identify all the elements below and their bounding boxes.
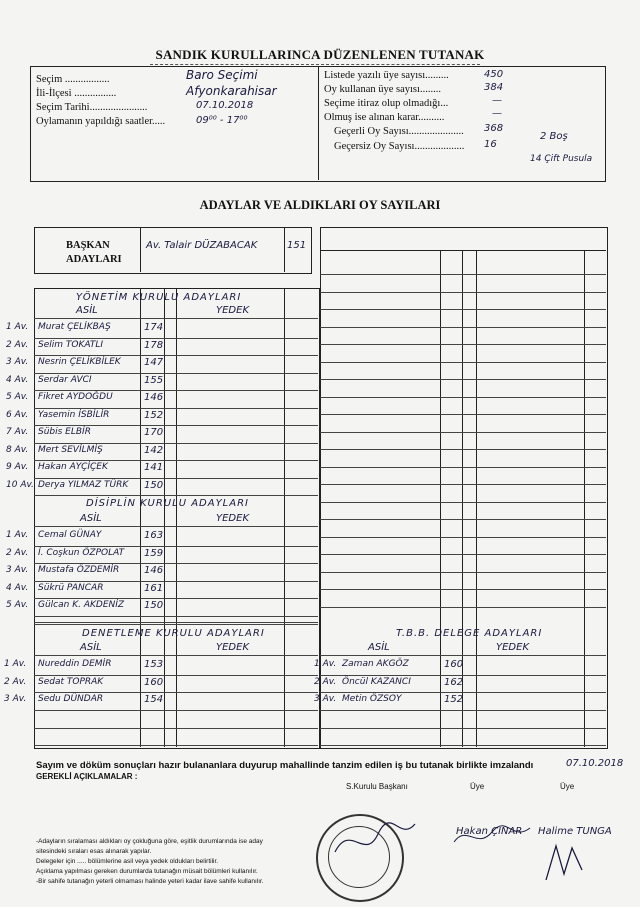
- section-title: ADAYLAR VE ALDIKLARI OY SAYILARI: [199, 198, 441, 212]
- row-line: [320, 344, 606, 345]
- denetleme-row-prefix: 3 Av.: [4, 694, 27, 704]
- header-value-tarih: 07.10.2018: [196, 100, 254, 111]
- header-label-secim: Seçim .................: [36, 74, 110, 85]
- header-value-gecerli: 368: [484, 123, 504, 134]
- header-value-saatler: 09⁰⁰ - 17⁰⁰: [196, 115, 248, 126]
- footer-gerekli: GEREKLİ AÇIKLAMALAR :: [36, 772, 138, 781]
- disiplin-row-prefix: 5 Av.: [6, 600, 29, 610]
- tbb-row-name: Zaman AKGÖZ: [342, 659, 409, 669]
- left-grid-col1: [140, 288, 141, 747]
- row-line: [34, 526, 318, 527]
- disiplin-row-name: Gülcan K. AKDENİZ: [38, 600, 125, 610]
- disiplin-row-name: Sükrü PANCAR: [38, 582, 104, 593]
- row-line: [34, 581, 318, 582]
- right-grid-col2: [462, 250, 463, 747]
- yonetim-row-prefix: 4 Av.: [6, 374, 29, 385]
- yonetim-row-prefix: 1 Av.: [6, 322, 29, 332]
- sig-baskan-label: S.Kurulu Başkanı: [346, 782, 408, 791]
- header-label-gecerli: Geçerli Oy Sayısı.....................: [334, 126, 464, 137]
- header-label-itiraz: Seçime itiraz olup olmadığı...: [324, 98, 449, 109]
- footer-note-2: sitesindeki sıraları esas alınarak yapılar.: [36, 848, 152, 855]
- row-line: [34, 478, 318, 479]
- header-label-liste: Listede yazılı üye sayısı.........: [324, 70, 449, 81]
- row-line: [320, 554, 606, 555]
- row-line: [320, 745, 606, 746]
- row-line: [34, 546, 318, 547]
- header-invalid-note: 2 Boş: [540, 131, 568, 142]
- yonetim-row-prefix: 6 Av.: [6, 409, 29, 420]
- tbb-row-votes: 152: [444, 694, 464, 705]
- footer-statement: Sayım ve döküm sonuçları hazır bulananlara duyurup mahallinde tanzim edilen iş bu tutanak birlikte imzalandı: [36, 760, 534, 771]
- title-underline: [150, 64, 480, 65]
- tbb-row-name: Metin ÖZSOY: [342, 694, 402, 704]
- document-title: SANDIK KURULLARINCA DÜZENLENEN TUTANAK: [155, 47, 485, 62]
- yonetim-asil: ASİL: [76, 305, 98, 316]
- sig-uye1-label: Üye: [470, 782, 485, 791]
- header-value-gecersiz: 16: [484, 139, 497, 150]
- yonetim-row-prefix: 7 Av.: [6, 427, 29, 437]
- denetleme-row-prefix: 1 Av.: [4, 659, 27, 669]
- uye2-signature: [542, 840, 592, 886]
- row-line: [34, 692, 318, 693]
- disiplin-row-prefix: 3 Av.: [6, 565, 29, 575]
- yonetim-row-prefix: 9 Av.: [6, 462, 29, 472]
- row-line: [34, 598, 318, 599]
- row-line: [34, 622, 318, 623]
- row-line: [34, 373, 318, 374]
- row-line: [320, 362, 606, 363]
- row-line: [34, 318, 318, 319]
- yonetim-row-votes: 150: [144, 479, 164, 491]
- right-grid-col1: [440, 250, 441, 747]
- yonetim-row-prefix: 3 Av.: [6, 357, 29, 367]
- tbb-row-prefix: 3 Av.: [314, 694, 337, 704]
- row-line: [320, 655, 606, 656]
- left-grid-col4: [284, 288, 285, 747]
- header-label-oy-kullanan: Oy kullanan üye sayısı........: [324, 84, 441, 95]
- row-line: [34, 710, 318, 711]
- row-line: [320, 589, 606, 590]
- denetleme-yedek: YEDEK: [216, 642, 250, 653]
- sig-uye2-label: Üye: [560, 782, 575, 791]
- yonetim-row-name: Yasemin İSBİLİR: [38, 409, 110, 420]
- yonetim-row-votes: 174: [144, 322, 164, 333]
- row-line: [34, 655, 318, 656]
- header-label-gecersiz: Geçersiz Oy Sayısı...................: [334, 141, 465, 152]
- header-label-saatler: Oylamanın yapıldığı saatler.....: [36, 116, 166, 127]
- row-line: [320, 309, 606, 310]
- sig-name2: Halime TUNGA: [538, 826, 612, 837]
- header-label-ili: İli-İlçesi ................: [36, 88, 117, 99]
- disiplin-row-prefix: 4 Av.: [6, 582, 29, 593]
- footer-note-4: Açıklama yapılması gereken durumlarda tutanağın müsait bölümleri kullanılır.: [36, 868, 258, 875]
- row-line: [320, 274, 606, 275]
- tbb-row-prefix: 1 Av.: [314, 659, 337, 669]
- header-invalid-note2: 14 Çift Pusula: [530, 154, 593, 164]
- yonetim-row-votes: 146: [144, 392, 164, 403]
- tbb-yedek: YEDEK: [496, 642, 530, 653]
- denetleme-row-name: Nureddin DEMİR: [38, 659, 112, 669]
- row-line: [320, 572, 606, 573]
- disiplin-row-votes: 161: [144, 582, 164, 594]
- yonetim-row-name: Nesrin ÇELİKBİLEK: [38, 357, 121, 367]
- denetleme-title: DENETLEME KURULU ADAYLARI: [82, 628, 265, 639]
- disiplin-row-name: İ. Coşkun ÖZPOLAT: [38, 547, 125, 558]
- footer-note-5: -Bir sahife tutanağın yeterli olmaması halinde yeteri kadar ilave sahife kullanılır.: [36, 878, 264, 885]
- right-grid-col3: [476, 250, 477, 747]
- disiplin-row-name: Mustafa ÖZDEMİR: [38, 565, 120, 575]
- tbb-title: T.B.B. DELEGE ADAYLARI: [396, 628, 543, 639]
- header-value-secim: Baro Seçimi: [186, 68, 258, 82]
- row-line: [34, 460, 318, 461]
- yonetim-row-prefix: 8 Av.: [6, 444, 29, 455]
- disiplin-row-votes: 163: [144, 530, 164, 541]
- row-line: [320, 484, 606, 485]
- row-line: [320, 692, 606, 693]
- left-grid-col2: [164, 288, 165, 747]
- yonetim-row-name: Serdar AVCI: [38, 374, 92, 385]
- row-line: [320, 292, 606, 293]
- row-line: [320, 449, 606, 450]
- tbb-row-name: Öncül KAZANCI: [342, 676, 411, 687]
- disiplin-yedek: YEDEK: [216, 513, 250, 524]
- row-line: [34, 624, 318, 625]
- disiplin-row-votes: 150: [144, 600, 164, 611]
- row-line: [34, 728, 318, 729]
- tbb-asil: ASİL: [368, 642, 390, 653]
- baskan-divider: [140, 227, 141, 272]
- yonetim-row-prefix: 2 Av.: [6, 339, 29, 350]
- yonetim-row-name: Sübis ELBİR: [38, 427, 91, 437]
- yonetim-row-name: Derya YILMAZ TÜRK: [38, 479, 129, 490]
- right-grid-top: [320, 250, 606, 251]
- row-line: [320, 414, 606, 415]
- denetleme-row-votes: 154: [144, 694, 164, 705]
- row-line: [320, 607, 606, 608]
- header-divider: [318, 66, 319, 180]
- row-line: [320, 728, 606, 729]
- yonetim-row-votes: 142: [144, 444, 164, 456]
- yonetim-row-votes: 170: [144, 427, 164, 438]
- header-value-oy-kullanan: 384: [484, 82, 504, 93]
- denetleme-row-prefix: 2 Av.: [4, 676, 27, 687]
- footer-date: 07.10.2018: [566, 758, 624, 769]
- yonetim-row-name: Hakan AYÇİÇEK: [38, 462, 108, 472]
- row-line: [320, 397, 606, 398]
- left-grid-col3: [176, 288, 177, 747]
- row-line: [34, 745, 318, 746]
- row-line: [320, 467, 606, 468]
- row-line: [34, 443, 318, 444]
- footer-note-1: -Adayların sıralaması aldıkları oy çokluğuna göre, eşitlik durumlarında ise aday: [36, 838, 263, 845]
- yonetim-row-votes: 178: [144, 339, 164, 351]
- disiplin-row-prefix: 2 Av.: [6, 547, 29, 558]
- yonetim-row-votes: 152: [144, 409, 164, 421]
- tbb-row-prefix: 2 Av.: [314, 676, 337, 687]
- row-line: [34, 355, 318, 356]
- uye1-signature: [452, 822, 532, 852]
- yonetim-row-votes: 141: [144, 462, 164, 473]
- yonetim-row-name: Fikret AYDOĞDU: [38, 392, 113, 402]
- row-line: [34, 675, 318, 676]
- yonetim-row-prefix: 5 Av.: [6, 392, 29, 402]
- header-label-tarih: Seçim Tarihi......................: [36, 102, 148, 113]
- row-line: [320, 502, 606, 503]
- disiplin-asil: ASİL: [80, 513, 102, 524]
- yonetim-title: YÖNETİM KURULU ADAYLARI: [76, 292, 242, 303]
- denetleme-row-name: Sedu DÜNDAR: [38, 694, 104, 704]
- right-grid-col4: [584, 250, 585, 747]
- disiplin-title: DİSİPLİN KURULU ADAYLARI: [86, 498, 249, 509]
- header-label-karar: Olmuş ise alınan karar..........: [324, 112, 445, 123]
- disiplin-row-votes: 159: [144, 547, 164, 559]
- denetleme-asil: ASİL: [80, 642, 102, 653]
- yonetim-row-name: Selim TOKATLI: [38, 339, 104, 350]
- row-line: [34, 616, 318, 617]
- denetleme-row-votes: 160: [144, 676, 164, 688]
- denetleme-row-name: Sedat TOPRAK: [38, 676, 104, 687]
- baskan-label1: BAŞKAN: [66, 240, 110, 251]
- yonetim-row-name: Mert SEVİLMİŞ: [38, 444, 103, 455]
- disiplin-row-votes: 146: [144, 565, 164, 576]
- yonetim-row-votes: 147: [144, 357, 164, 368]
- row-line: [320, 519, 606, 520]
- baskan-name: Av. Talair DÜZABACAK: [146, 240, 258, 251]
- yonetim-row-votes: 155: [144, 374, 164, 386]
- baskan-vote-divider: [284, 227, 285, 272]
- disiplin-row-prefix: 1 Av.: [6, 530, 29, 540]
- row-line: [320, 432, 606, 433]
- header-value-liste: 450: [484, 69, 504, 80]
- disiplin-row-name: Cemal GÜNAY: [38, 530, 102, 540]
- row-line: [34, 338, 318, 339]
- sig-name1: Hakan ÇINAR: [456, 826, 523, 837]
- row-line: [320, 675, 606, 676]
- row-line: [320, 327, 606, 328]
- row-line: [34, 563, 318, 564]
- header-value-karar: —: [492, 108, 502, 119]
- row-line: [320, 537, 606, 538]
- header-value-itiraz: —: [492, 95, 502, 106]
- row-line: [34, 408, 318, 409]
- denetleme-row-votes: 153: [144, 659, 164, 670]
- baskan-signature: [330, 812, 420, 872]
- yonetim-yedek: YEDEK: [216, 305, 250, 316]
- row-line: [320, 710, 606, 711]
- row-line: [34, 495, 318, 496]
- row-line: [34, 390, 318, 391]
- header-value-ili: Afyonkarahisar: [186, 84, 277, 98]
- baskan-label2: ADAYLARI: [66, 254, 122, 265]
- tbb-row-votes: 162: [444, 676, 464, 688]
- yonetim-row-name: Murat ÇELİKBAŞ: [38, 322, 111, 332]
- tbb-row-votes: 160: [444, 659, 464, 670]
- row-line: [320, 379, 606, 380]
- row-line: [34, 425, 318, 426]
- baskan-votes: 151: [287, 240, 307, 251]
- right-grid: [320, 227, 608, 749]
- footer-note-3: Delegeler için ..... bölümlerine asil veya yedek oldukları belirtilir.: [36, 858, 219, 865]
- yonetim-row-prefix: 10 Av.: [6, 479, 34, 490]
